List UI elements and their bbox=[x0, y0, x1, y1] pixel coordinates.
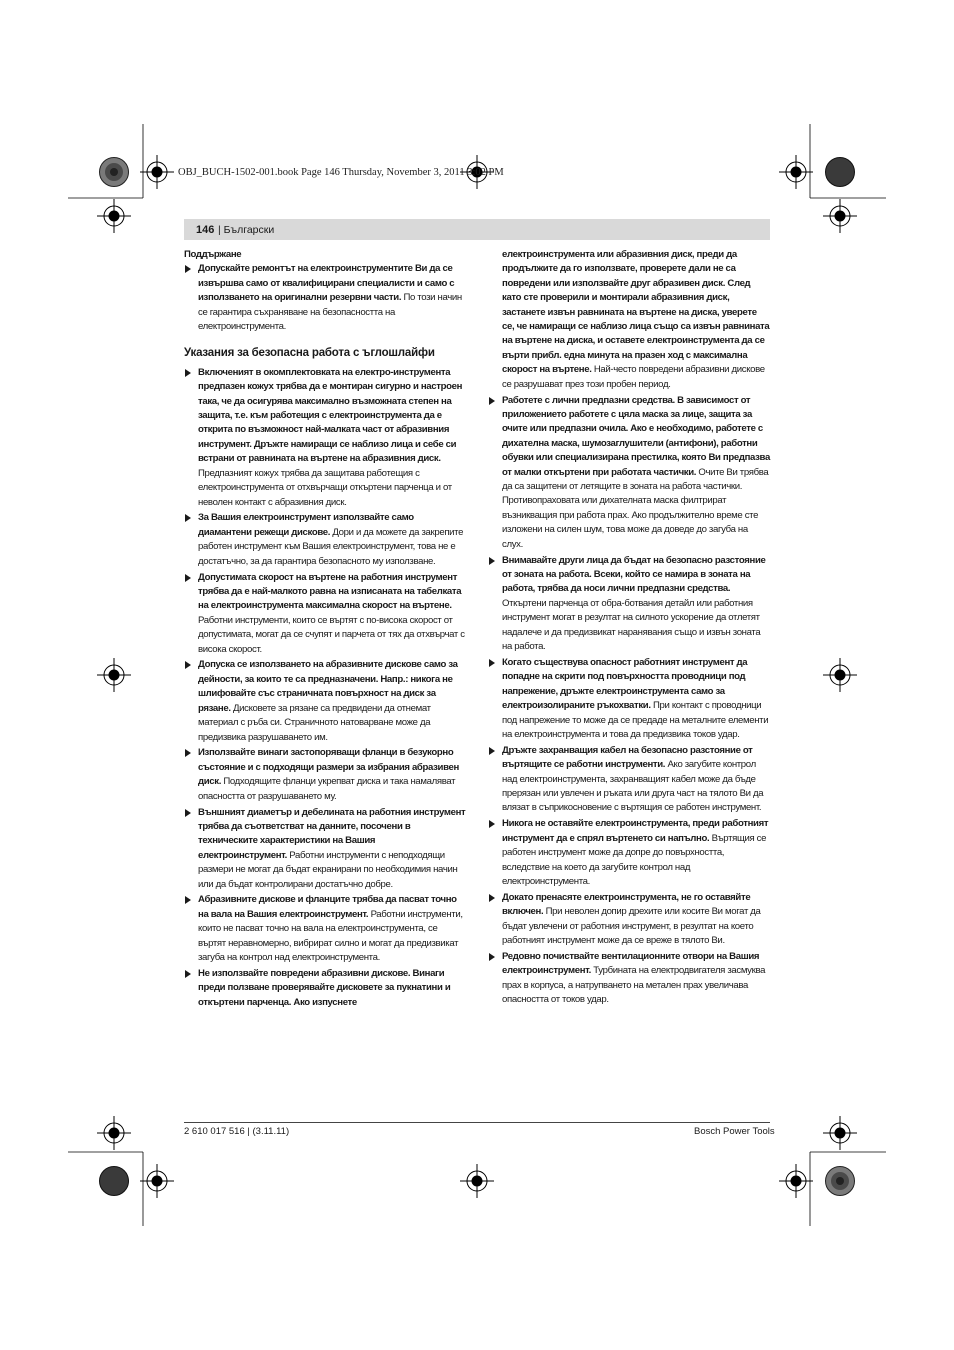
bullet-triangle-icon bbox=[185, 970, 191, 978]
list-item: Когато съществува опасност работният инструмент да попадне на скрити под повърхността проводници под напрежение, дръжте електроинструмента само за електроизолираните ръкохватки. При контакт с проводници под напрежение то може да се предаде на металните елементи на електроинструмента и това да предизвика токов удар. bbox=[488, 656, 770, 742]
page-number: 146 bbox=[196, 224, 215, 236]
page-language: | Български bbox=[218, 224, 275, 236]
list-item: Допуска се използването на абразивните дискове само за дейности, за които те са предназначени. Напр.: никога не шлифовайте със страничната повърхност на диск за рязане. Дисковете за рязане са предвидени да отнемат материал с ръба си. Страничното натоварване може да предизвика разрушаването им. bbox=[184, 658, 466, 744]
bullet-triangle-icon bbox=[489, 820, 495, 828]
bullet-triangle-icon bbox=[185, 896, 191, 904]
maintenance-item bbox=[184, 262, 466, 334]
bullet-triangle-icon bbox=[489, 953, 495, 961]
bullet-triangle-icon bbox=[185, 749, 191, 757]
left-column bbox=[184, 248, 466, 1012]
bullet-triangle-icon bbox=[489, 894, 495, 902]
list-item: Не използвайте повредени абразивни дискове. Винаги преди ползване проверявайте дисковете за пукнатини и откъртени парченца. Ако изпуснете bbox=[184, 967, 466, 1010]
bullet-triangle-icon bbox=[489, 397, 495, 405]
bullet-triangle-icon bbox=[489, 557, 495, 565]
bullet-triangle-icon bbox=[185, 661, 191, 669]
list-item: Никога не оставяйте електроинструмента, преди работният инструмент да е спрял въртенето си напълно. Въртящия се работен инструмент може да допре до повърхността, вследствие на което да загубите контрол над електроинструмента. bbox=[488, 817, 770, 889]
item-bold-text: Допускайте ремонтът на електроинструментите Ви да се извършва само от квалифицирани специалисти и само с използването на оригинални резервни части. bbox=[198, 263, 455, 304]
right-column bbox=[488, 248, 770, 1009]
bullet-triangle-icon bbox=[489, 659, 495, 667]
bullet-triangle-icon bbox=[185, 514, 191, 522]
list-item: Работете с лични предпазни средства. В зависимост от приложението работете с цяла маска за лице, защита за очите или предпазни очила. Ако е необходимо, работете с дихателна маска, шумозаглушители (антифони), работни обувки или специализирана престилка, която Ви предпазва от малки откъртени при работата частички. Очите Ви трябва да са защитени от летящите в зоната на работа частички. Противопраховата или дихателната маска филтрират възникващия при работа прах. Ако продължително време сте изложени на силен шум, това може да доведе до загуба на слух. bbox=[488, 394, 770, 552]
bullet-triangle-icon bbox=[185, 265, 191, 273]
list-item-continuation: електроинструмента или абразивния диск, преди да продължите да го използвате, проверете дали не са повредени или използвайте друг абразивен диск. След като сте проверили и монтирали абразивния диск, застанете извън равнината на въртене на диска, уверете се, че намиращи се наблизо лица също са извън равнината на въртене на диска, и оставете електроинструмента да се върти прибл. една минута на празен ход с максимална скорост на въртене. Най-често повредени абразивни дискове се разрушават през този пробен период. bbox=[502, 249, 770, 390]
bullet-triangle-icon bbox=[489, 747, 495, 755]
list-item: Абразивните дискове и фланците трябва да пасват точно на вала на Вашия електроинструмент. Работни инструменти, които не пасват точно на вала на електроинструмента, се въртят неравномерно, вибрират силно и могат да предизвикат загуба на контрол над електроинструмента. bbox=[184, 893, 466, 965]
list-item: Докато пренасяте електроинструмента, не го оставяйте включен. При неволен допир дрехите или косите Ви могат да бъдат увлечени от работния инструмент, в резултат на което работният инструмент може да се вреже в тялото Ви. bbox=[488, 891, 770, 949]
footer-document-number: 2 610 017 516 | (3.11.11) bbox=[184, 1126, 290, 1137]
print-info-line: OBJ_BUCH-1502-001.book Page 146 Thursday, November 3, 2011 3:02 PM bbox=[178, 167, 504, 178]
list-item: Използвайте винаги застопоряващи фланци в безукорно състояние и с подходящи размери за избрания абразивен диск. Подходящите фланци укрепват диска и така намаляват опасността от разрушаването му. bbox=[184, 746, 466, 804]
bullet-triangle-icon bbox=[185, 809, 191, 817]
list-item: Редовно почиствайте вентилационните отвори на Вашия електроинструмент. Турбината на електродвигателя засмуква прах в корпуса, а натрупването на метален прах увеличава опасността от токов удар. bbox=[488, 950, 770, 1008]
maintenance-heading: Поддържане bbox=[184, 249, 242, 260]
item-text: По този начин се гарантира съхраняване на безопасността на електроинструмента. bbox=[198, 292, 462, 333]
bullet-triangle-icon bbox=[185, 369, 191, 377]
footer-rule bbox=[184, 1122, 770, 1123]
list-item: За Вашия електроинструмент използвайте само диамантени режещи дискове. Дори и да можете да закрепите работен инструмент към Вашия електроинструмент, това не е достатъчно, за да гарантира безопасното му използване. bbox=[184, 511, 466, 569]
section-heading: Указания за безопасна работа с ъглошлайфи bbox=[184, 347, 435, 360]
list-item: Включеният в окомплектовката на електро-инструмента предпазен кожух трябва да е монтиран сигурно и настроен така, че да осигурява максимално възможната степен на защита, т.е. към работещия с електроинструмента да е открита по възможност най-малката част от абразивния инструмент. Дръжте намиращи се наблизо лица и себе си встрани от равнината на въртене на абразивния диск. Предпазният кожух трябва да защитава работещия с електроинструмента от отхвърчащи откъртени парченца и от неволен контакт с абразивния диск. bbox=[184, 366, 466, 510]
footer-brand: Bosch Power Tools bbox=[694, 1126, 775, 1137]
list-item: Външният диаметър и дебелината на работния инструмент трябва да съответстват на данните, посочени в техническите характеристики на Вашия електроинструмент. Работни инструменти с неподходящи размери не могат да бъдат екранирани по необходимия начин или да бъдат контролирани достатъчно добре. bbox=[184, 806, 466, 892]
list-item: Допустимата скорост на въртене на работния инструмент трябва да е най-малкото равна на изписаната на табелката на електроинструмента максимална скорост на въртене. Работни инструменти, които се въртят с по-висока скорост от допустимата, могат да се счупят и парчета от тях да отхвърчат с висока скорост. bbox=[184, 571, 466, 657]
bullet-triangle-icon bbox=[185, 574, 191, 582]
list-item: Дръжте захранващия кабел на безопасно разстояние от въртящите се работни инструменти. Ако загубите контрол над електроинструмента, захранващият кабел може да бъде прерязан или увлечен и ръката или друга част на тялото Ви да влязат в съприкосновение с въртящия се работен инструмент. bbox=[488, 744, 770, 816]
list-item: Внимавайте други лица да бъдат на безопасно разстояние от зоната на работа. Всеки, който се намира в зоната на работа, трябва да носи лични предпазни средства. Откъртени парченца от обра-ботвания детайл или работния инструмент могат в резултат на силното ускорение да отлетят надалече и да предизвикат наранявания също и извън зоната на работа. bbox=[488, 554, 770, 655]
